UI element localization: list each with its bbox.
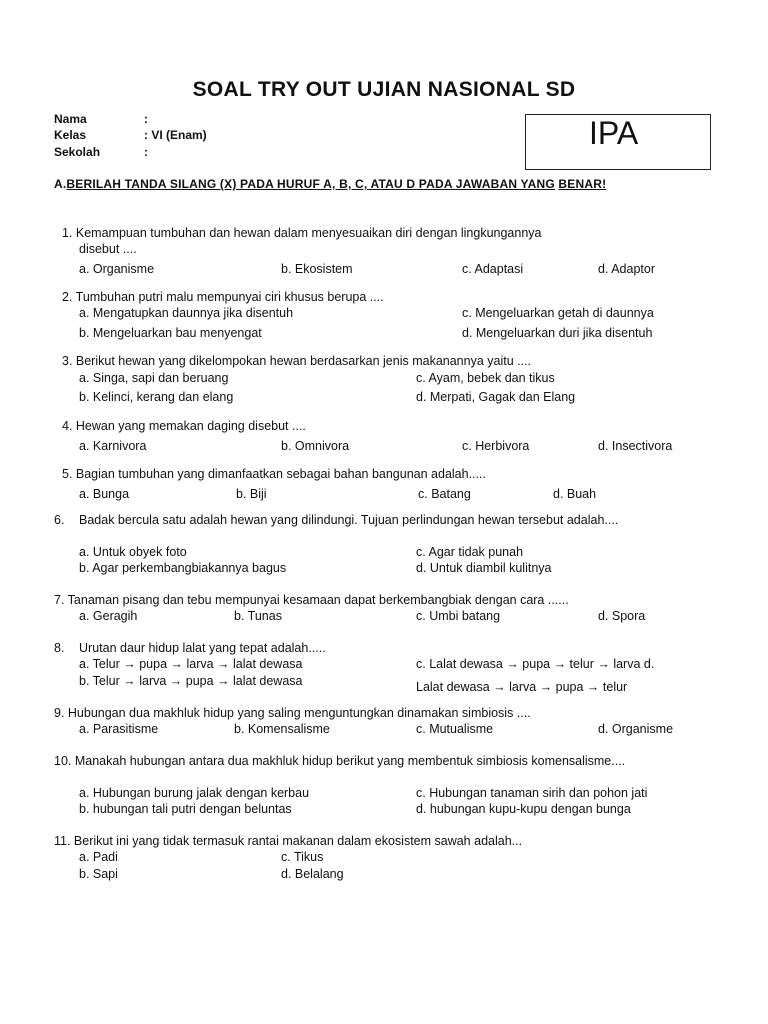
question-8-option-b: b. Telur → larva → pupa → lalat dewasa bbox=[79, 674, 303, 688]
instruction bbox=[54, 177, 606, 191]
question-7-text: 7. Tanaman pisang dan tebu mempunyai kesamaan dapat berkembangbiak dengan cara ...... bbox=[54, 593, 569, 607]
instruction-text: BERILAH TANDA SILANG (X) PADA HURUF A, B, C, ATAU D PADA JAWABAN YANG bbox=[66, 177, 555, 191]
question-8-option-d: Lalat dewasa → larva → pupa → telur bbox=[416, 680, 628, 694]
question-6-option-a: a. Untuk obyek foto bbox=[79, 545, 187, 559]
question-8-text: Urutan daur hidup lalat yang tepat adalah..... bbox=[79, 641, 326, 655]
question-9-option-c: c. Mutualisme bbox=[416, 722, 494, 736]
question-6-option-b: b. Agar perkembangbiakannya bagus bbox=[79, 561, 287, 575]
question-1-text: 1. Kemampuan tumbuhan dan hewan dalam menyesuaikan diri dengan lingkungannya bbox=[62, 226, 542, 240]
page-title: SOAL TRY OUT UJIAN NASIONAL SD bbox=[192, 78, 576, 101]
question-6-number: 6. bbox=[54, 513, 65, 527]
question-2-option-d: d. Mengeluarkan duri jika disentuh bbox=[462, 326, 653, 340]
instruction-emphasis: BENAR! bbox=[558, 177, 607, 191]
question-7-option-a: a. Geragih bbox=[79, 609, 138, 623]
name-value: : bbox=[144, 112, 148, 126]
class-label: Kelas bbox=[54, 128, 87, 142]
question-5-text: 5. Bagian tumbuhan yang dimanfaatkan sebagai bahan bangunan adalah..... bbox=[62, 467, 486, 481]
question-5-option-c: c. Batang bbox=[418, 487, 471, 501]
question-3-option-c: c. Ayam, bebek dan tikus bbox=[416, 371, 555, 385]
question-9-option-a: a. Parasitisme bbox=[79, 722, 159, 736]
question-7-option-c: c. Umbi batang bbox=[416, 609, 501, 623]
question-11-option-a: a. Padi bbox=[79, 850, 118, 864]
question-7-option-d: d. Spora bbox=[598, 609, 646, 623]
question-3-text: 3. Berikut hewan yang dikelompokan hewan berdasarkan jenis makanannya yaitu .... bbox=[62, 354, 532, 368]
question-4-option-c: c. Herbivora bbox=[462, 439, 530, 453]
subject-box bbox=[525, 114, 711, 170]
question-1-option-a: a. Organisme bbox=[79, 262, 155, 276]
question-11-option-d: d. Belalang bbox=[281, 867, 344, 881]
question-4-text: 4. Hewan yang memakan daging disebut .... bbox=[62, 419, 306, 433]
question-10-option-b: b. hubungan tali putri dengan beluntas bbox=[79, 802, 292, 816]
question-10-text: 10. Manakah hubungan antara dua makhluk hidup berikut yang membentuk simbiosis komensalisme.... bbox=[54, 754, 626, 768]
question-6-option-d: d. Untuk diambil kulitnya bbox=[416, 561, 552, 575]
question-9-text: 9. Hubungan dua makhluk hidup yang saling menguntungkan dinamakan simbiosis .... bbox=[54, 706, 531, 720]
class-value: : VI (Enam) bbox=[144, 128, 207, 142]
question-4-option-a: a. Karnivora bbox=[79, 439, 147, 453]
question-5-option-d: d. Buah bbox=[553, 487, 597, 501]
question-4-option-d: d. Insectivora bbox=[598, 439, 673, 453]
question-8-option-c: c. Lalat dewasa → pupa → telur → larva d. bbox=[416, 657, 655, 671]
question-6-option-c: c. Agar tidak punah bbox=[416, 545, 524, 559]
question-10-option-c: c. Hubungan tanaman sirih dan pohon jati bbox=[416, 786, 648, 800]
question-1-option-c: c. Adaptasi bbox=[462, 262, 524, 276]
question-2-text: 2. Tumbuhan putri malu mempunyai ciri khusus berupa .... bbox=[62, 290, 384, 304]
subject-label: IPA bbox=[589, 115, 639, 151]
question-8-number: 8. bbox=[54, 641, 65, 655]
question-9-option-b: b. Komensalisme bbox=[234, 722, 330, 736]
question-5-option-a: a. Bunga bbox=[79, 487, 130, 501]
question-3-option-d: d. Merpati, Gagak dan Elang bbox=[416, 390, 576, 404]
question-9-option-d: d. Organisme bbox=[598, 722, 674, 736]
question-11-text: 11. Berikut ini yang tidak termasuk rantai makanan dalam ekosistem sawah adalah... bbox=[54, 834, 523, 848]
question-6-text: Badak bercula satu adalah hewan yang dilindungi. Tujuan perlindungan hewan tersebut adalah.... bbox=[79, 513, 619, 527]
question-10-option-d: d. hubungan kupu-kupu dengan bunga bbox=[416, 802, 631, 816]
school-label: Sekolah bbox=[54, 145, 101, 159]
question-2-option-a: a. Mengatupkan daunnya jika disentuh bbox=[79, 306, 294, 320]
question-2-option-b: b. Mengeluarkan bau menyengat bbox=[79, 326, 262, 340]
name-label: Nama bbox=[54, 112, 87, 126]
question-3-option-b: b. Kelinci, kerang dan elang bbox=[79, 390, 234, 404]
instruction-prefix: A. bbox=[54, 177, 67, 191]
question-8-option-a: a. Telur → pupa → larva → lalat dewasa bbox=[79, 657, 303, 671]
question-2-option-c: c. Mengeluarkan getah di daunnya bbox=[462, 306, 654, 320]
question-4-option-b: b. Omnivora bbox=[281, 439, 350, 453]
question-5-option-b: b. Biji bbox=[236, 487, 267, 501]
question-1-option-d: d. Adaptor bbox=[598, 262, 655, 276]
question-7-option-b: b. Tunas bbox=[234, 609, 282, 623]
question-11-option-b: b. Sapi bbox=[79, 867, 118, 881]
question-10-option-a: a. Hubungan burung jalak dengan kerbau bbox=[79, 786, 310, 800]
question-1-option-b: b. Ekosistem bbox=[281, 262, 353, 276]
question-1-text-cont: disebut .... bbox=[79, 242, 137, 256]
question-3-option-a: a. Singa, sapi dan beruang bbox=[79, 371, 229, 385]
school-value: : bbox=[144, 145, 148, 159]
question-11-option-c: c. Tikus bbox=[281, 850, 324, 864]
